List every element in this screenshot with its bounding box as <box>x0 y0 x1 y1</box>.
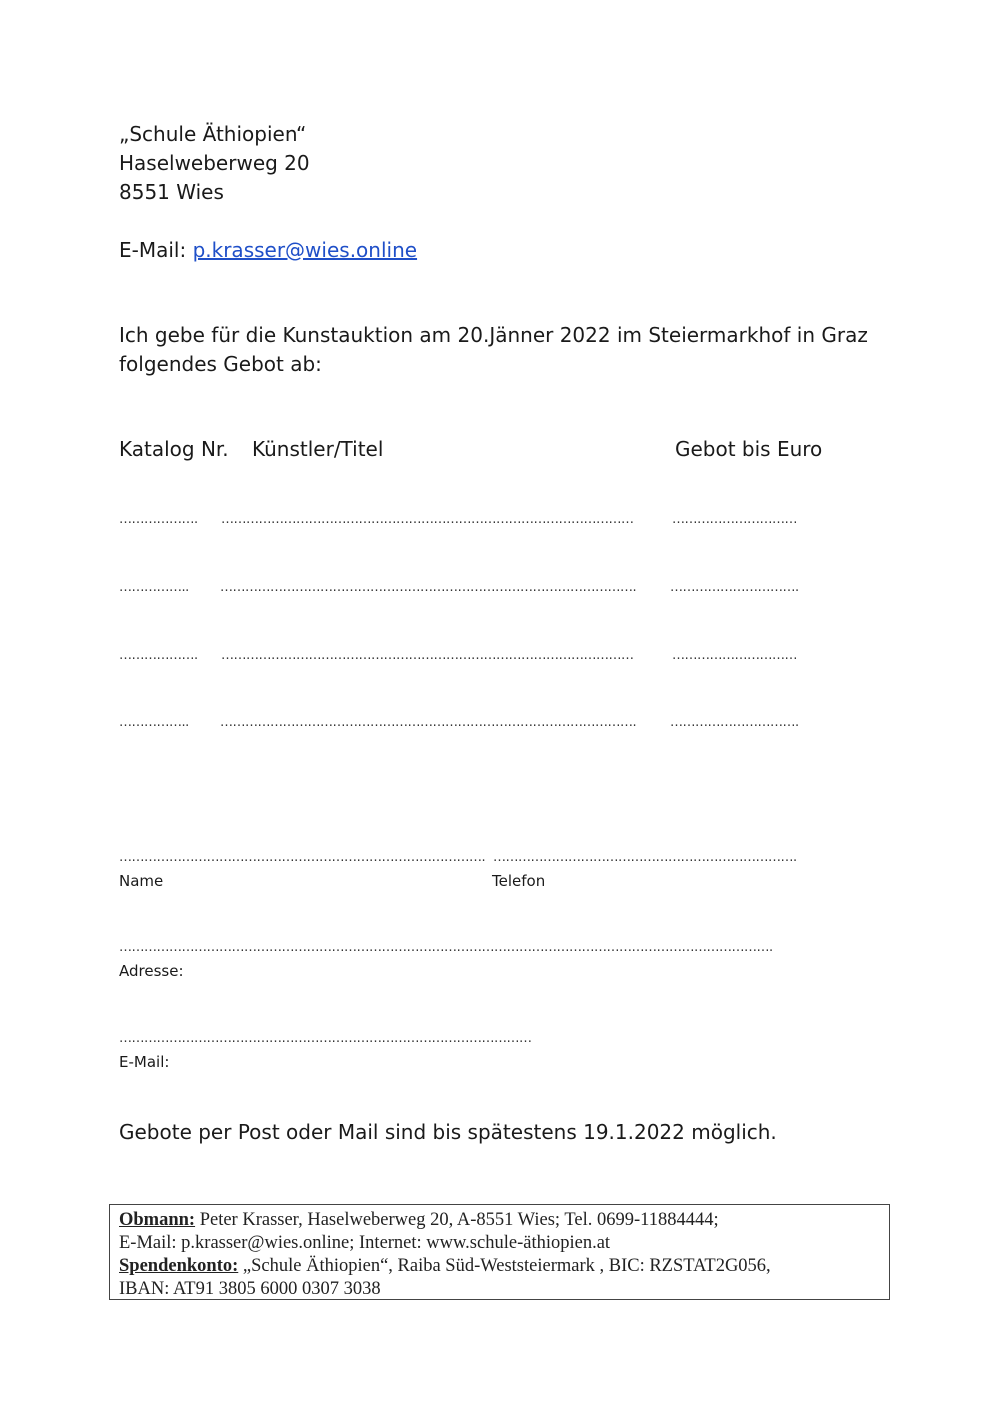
catalog-field[interactable]: ………………. <box>119 648 198 663</box>
sender-street: Haselweberweg 20 <box>119 151 310 175</box>
name-label: Name <box>119 872 164 890</box>
sender-email-link[interactable]: p.krasser@wies.online <box>192 238 418 262</box>
obmann-text: Peter Krasser, Haselweberweg 20, A-8551 Wies; Tel. 0699-11884444; <box>195 1210 719 1230</box>
intro-line-2: folgendes Gebot ab: <box>119 352 322 376</box>
address-field[interactable]: …………………………………………………………………………………………………………………………………………. <box>119 940 773 955</box>
footer-contact-line: E-Mail: p.krasser@wies.online; Internet: www.schule-äthiopien.at <box>119 1233 611 1253</box>
artist-field[interactable]: ……………………………………………………………………………………… <box>221 648 634 663</box>
footer-iban-line: IBAN: AT91 3805 6000 0307 3038 <box>119 1279 381 1299</box>
address-label: Adresse: <box>119 962 184 980</box>
artist-field[interactable]: ……………………………………………………………………………………… <box>221 512 634 527</box>
intro-line-1: Ich gebe für die Kunstauktion am 20.Jänner 2022 im Steiermarkhof in Graz <box>119 323 868 347</box>
catalog-field[interactable]: …………….. <box>119 715 189 730</box>
konto-label: Spendenkonto: <box>119 1256 239 1276</box>
email-label: E-Mail: <box>119 1053 170 1071</box>
footer-box <box>109 1204 890 1300</box>
artist-field[interactable]: ………………………………………………………………………………………. <box>220 715 637 730</box>
email-field[interactable]: ……………………………………………………………………………………… <box>119 1031 532 1046</box>
footer-obmann-line <box>119 1209 880 1232</box>
sender-name: „Schule Äthiopien“ <box>119 122 307 146</box>
column-header-bid: Gebot bis Euro <box>675 437 823 461</box>
bid-field[interactable]: …………………………. <box>670 580 799 595</box>
phone-field[interactable]: ………………………………………………………………. <box>493 850 797 865</box>
catalog-field[interactable]: ………………. <box>119 512 198 527</box>
artist-field[interactable]: ………………………………………………………………………………………. <box>220 580 637 595</box>
name-field[interactable]: ……………………………………………………………………………. <box>119 850 486 865</box>
phone-label: Telefon <box>492 872 546 890</box>
deadline-notice: Gebote per Post oder Mail sind bis spätestens 19.1.2022 möglich. <box>119 1120 777 1144</box>
bid-field[interactable]: …………………………. <box>670 715 799 730</box>
column-header-catalog: Katalog Nr. <box>119 437 229 461</box>
obmann-label: Obmann: <box>119 1210 196 1230</box>
footer-konto-line <box>119 1255 880 1278</box>
bid-field[interactable]: ………………………… <box>672 512 797 527</box>
catalog-field[interactable]: …………….. <box>119 580 189 595</box>
bid-field[interactable]: ………………………… <box>672 648 797 663</box>
sender-city: 8551 Wies <box>119 180 224 204</box>
sender-email-row <box>119 236 417 265</box>
sender-email-label: E-Mail: <box>119 238 193 262</box>
konto-text: „Schule Äthiopien“, Raiba Süd-Weststeiermark , BIC: RZSTAT2G056, <box>238 1256 771 1276</box>
column-header-artist: Künstler/Titel <box>252 437 384 461</box>
